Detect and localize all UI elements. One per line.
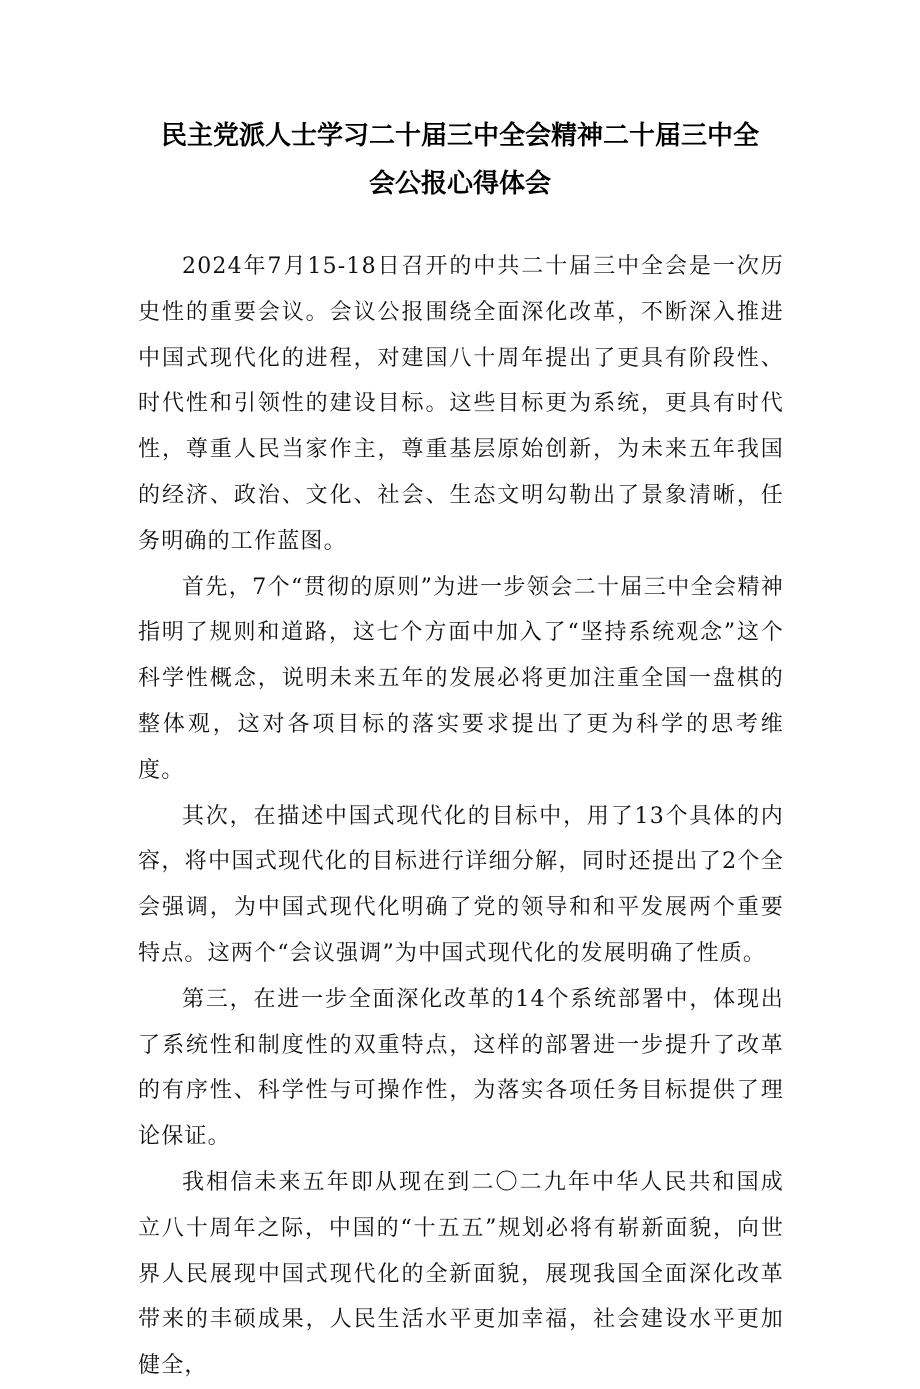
paragraph-4: 第三，在进一步全面深化改革的14个系统部署中，体现出了系统性和制度性的双重特点，这样的部署进一步提升了改革的有序性、科学性与可操作性，为落实各项任务目标提供了理论保证。 [138,986,784,1150]
paragraph-2: 首先，7个“贯彻的原则”为进一步领会二十届三中全会精神指明了规则和道路，这七个方面中加入了“坚持系统观念”这个科学性概念，说明未来五年的发展必将更加注重全国一盘棋的整体观，这对各项目标的落实要求提出了更为科学的思考维度。 [138,574,784,783]
document-body [138,244,784,1389]
title-line-1: 民主党派人士学习二十届三中全会精神二十届三中全 [160,121,759,151]
paragraph-1: 2024年7月15-18日召开的中共二十届三中全会是一次历史性的重要会议。会议公报围绕全面深化改革，不断深入推进中国式现代化的进程，对建国八十周年提出了更具有阶段性、时代性和引领性的建设目标。这些目标更为系统，更具有时代性，尊重人民当家作主，尊重基层原始创新，为未来五年我国的经济、政治、文化、社会、生态文明勾勒出了景象清晰，任务明确的工作蓝图。 [138,254,784,554]
title-line-2: 会公报心得体会 [368,169,551,199]
paragraph-3: 其次，在描述中国式现代化的目标中，用了13个具体的内容，将中国式现代化的目标进行详细分解，同时还提出了2个全会强调，为中国式现代化明确了党的领导和和平发展两个重要特点。这两个“会议强调”为中国式现代化的发展明确了性质。 [138,803,784,966]
document-title [120,112,800,208]
paragraph-5: 我相信未来五年即从现在到二〇二九年中华人民共和国成立八十周年之际，中国的“十五五”规划必将有崭新面貌，向世界人民展现中国式现代化的全新面貌，展现我国全面深化改革带来的丰硕成果，人民生活水平更加幸福，社会建设水平更加健全， [138,1169,784,1379]
